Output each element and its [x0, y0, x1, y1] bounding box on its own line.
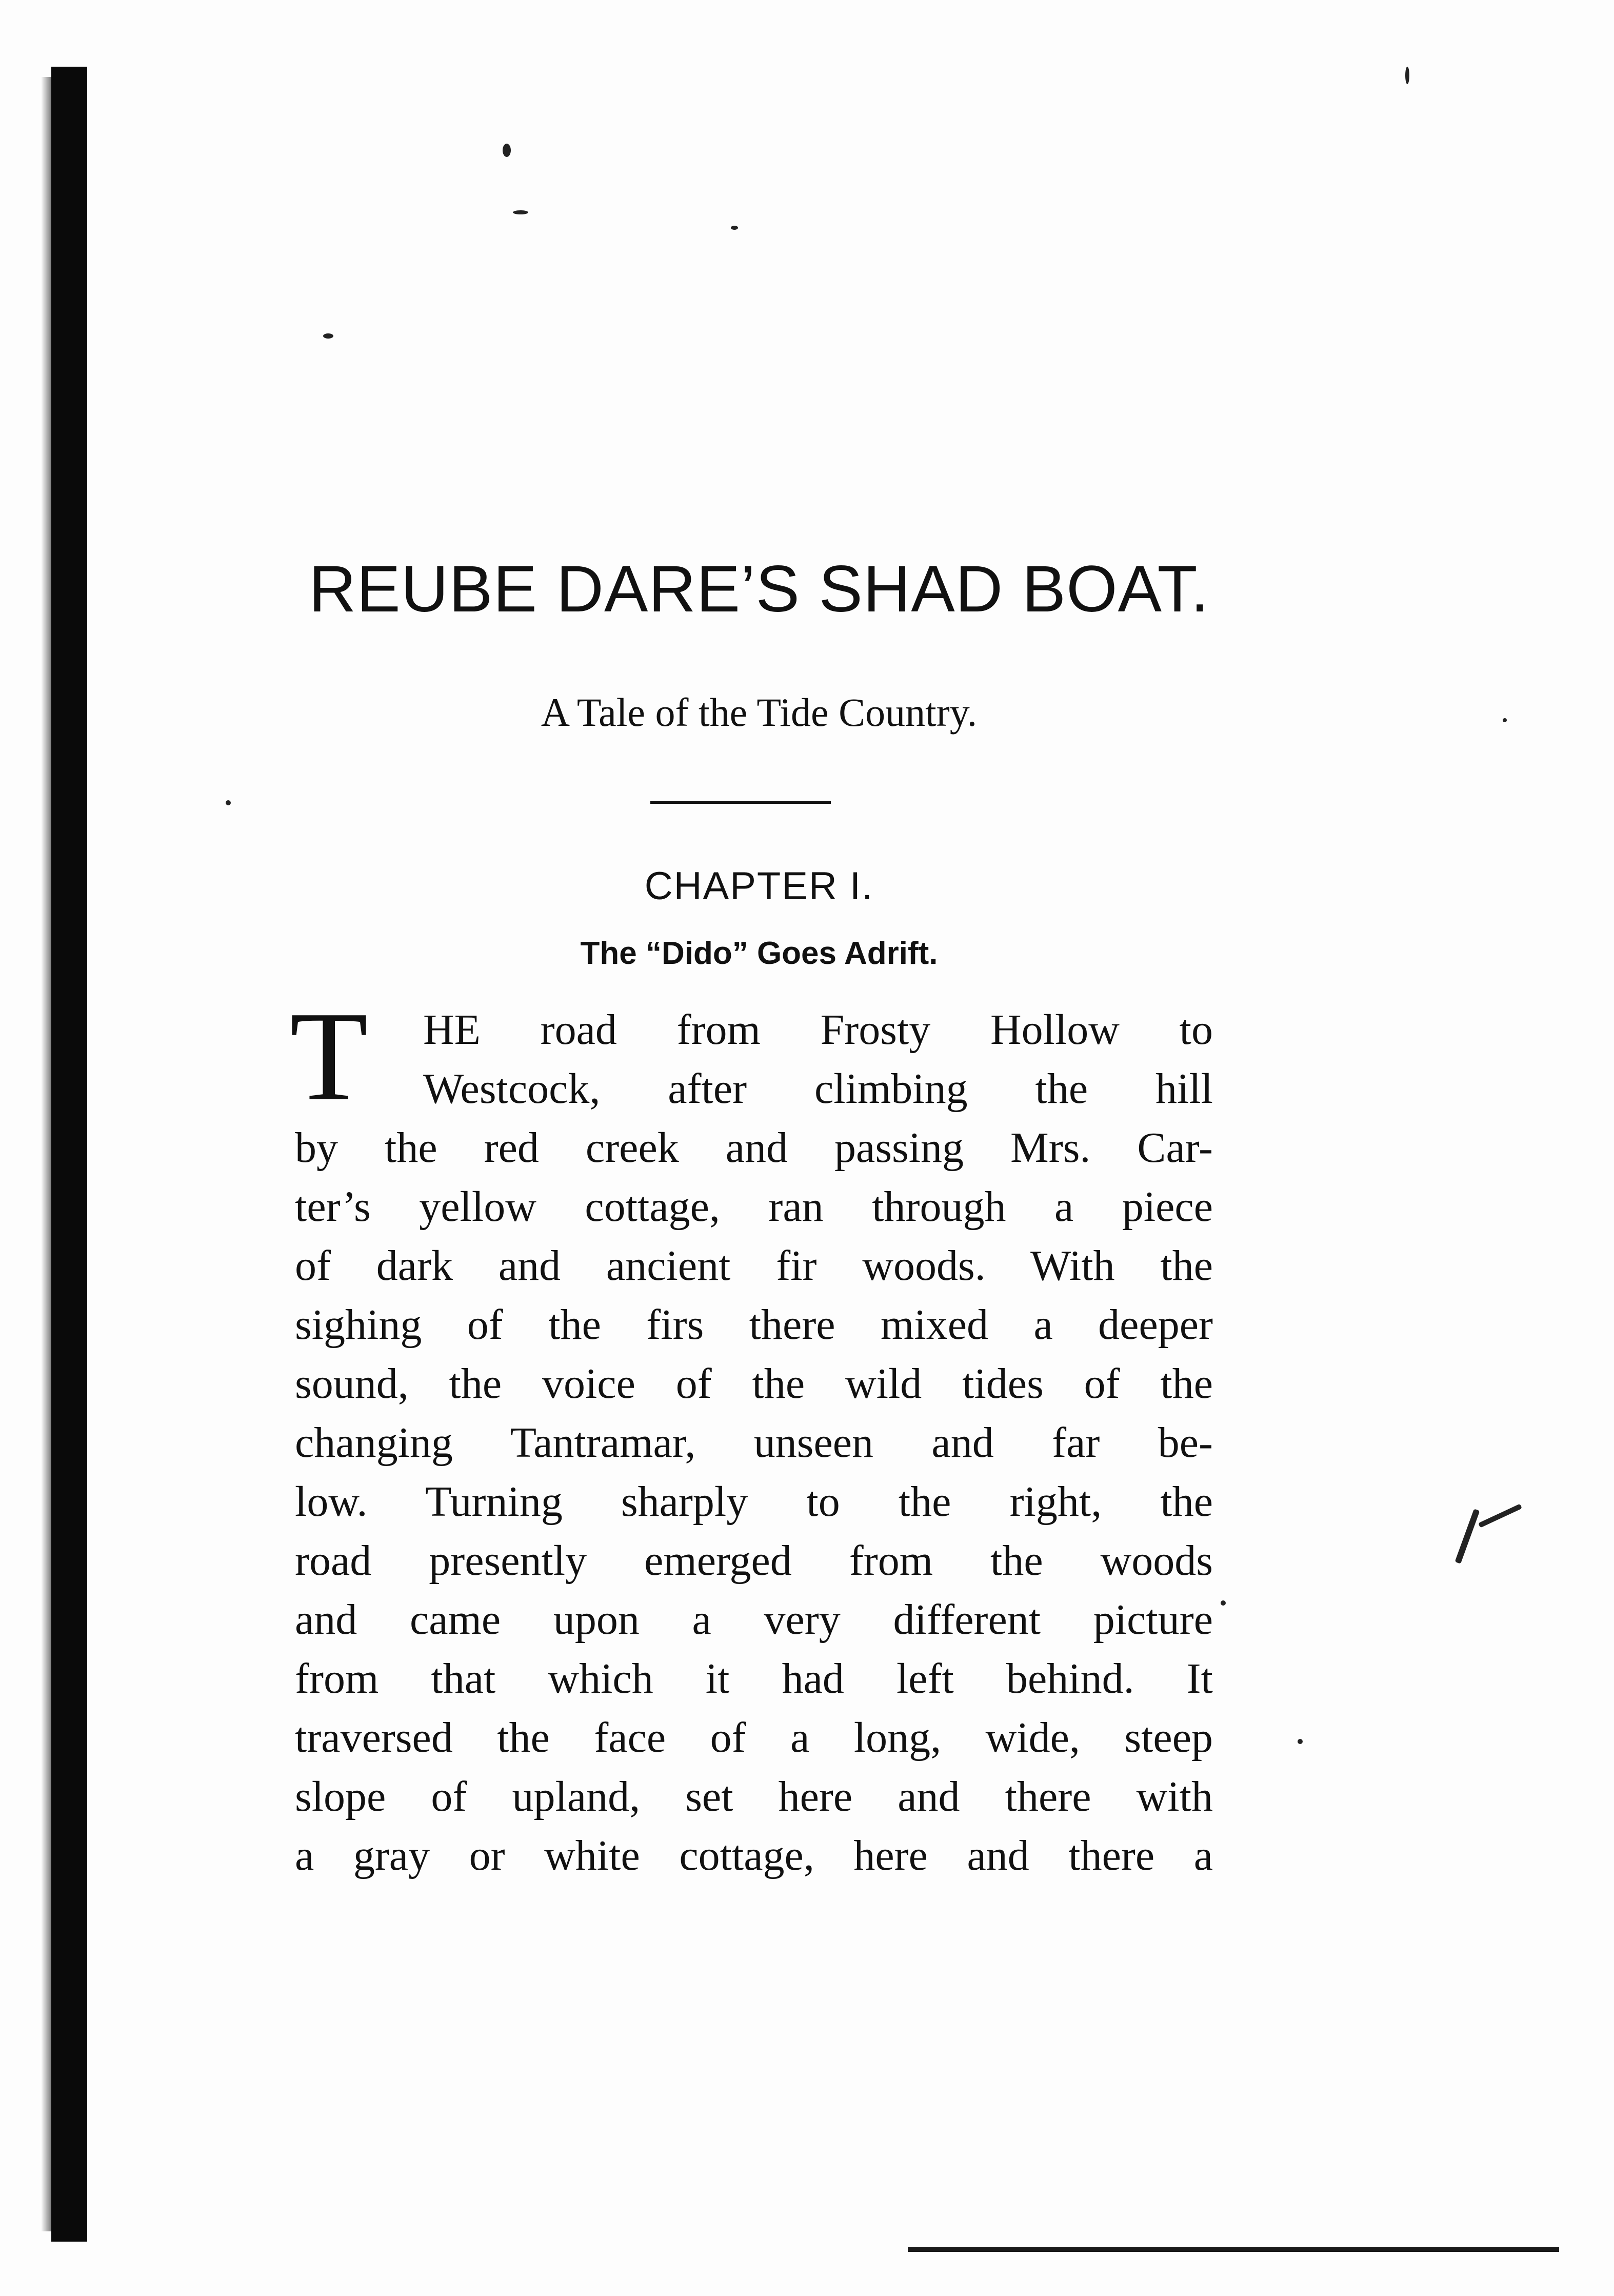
text-line: Westcock, after climbing the hill	[423, 1065, 1213, 1113]
text-line: and came upon a very different picture	[295, 1596, 1213, 1644]
book-subtitle: A Tale of the Tide Country.	[541, 690, 978, 735]
binding-edge	[51, 67, 87, 2242]
title-divider	[650, 801, 831, 804]
scan-speck	[503, 144, 511, 157]
text-line: ter’s yellow cottage, ran through a piece	[295, 1183, 1213, 1231]
text-line: sighing of the firs there mixed a deeper	[295, 1301, 1213, 1349]
scan-speck	[731, 226, 738, 230]
text-line: low. Turning sharply to the right, the	[295, 1478, 1213, 1526]
scan-speck	[1478, 1503, 1522, 1528]
text-line: of dark and ancient fir woods. With the	[295, 1242, 1213, 1290]
scan-speck	[1503, 718, 1507, 722]
scan-speck	[1298, 1739, 1303, 1744]
book-title: REUBE DARE’S SHAD BOAT.	[308, 552, 1210, 626]
text-line: HE road from Frosty Hollow to	[423, 1006, 1213, 1054]
text-line: changing Tantramar, unseen and far be-	[295, 1419, 1213, 1467]
text-line: sound, the voice of the wild tides of the	[295, 1360, 1213, 1408]
scan-speck	[1405, 67, 1409, 84]
scan-speck	[1221, 1600, 1226, 1606]
binding-shadow	[41, 77, 52, 2231]
text-line: slope of upland, set here and there with	[295, 1773, 1213, 1820]
chapter-title: The “Dido” Goes Adrift.	[580, 936, 938, 971]
scan-speck	[323, 333, 333, 339]
text-line: a gray or white cottage, here and there a	[295, 1832, 1213, 1879]
scan-speck	[1455, 1509, 1480, 1563]
text-line: by the red creek and passing Mrs. Car-	[295, 1124, 1213, 1172]
text-line: from that which it had left behind. It	[295, 1655, 1213, 1703]
chapter-heading: CHAPTER I.	[644, 864, 874, 908]
body-text	[290, 985, 1213, 1885]
text-line: traversed the face of a long, wide, steep	[295, 1714, 1213, 1761]
scan-speck	[513, 210, 528, 214]
scan-speck	[226, 800, 231, 805]
bottom-edge-rule	[908, 2247, 1559, 2252]
text-line: road presently emerged from the woods	[295, 1537, 1213, 1585]
drop-cap: T	[290, 985, 368, 1127]
